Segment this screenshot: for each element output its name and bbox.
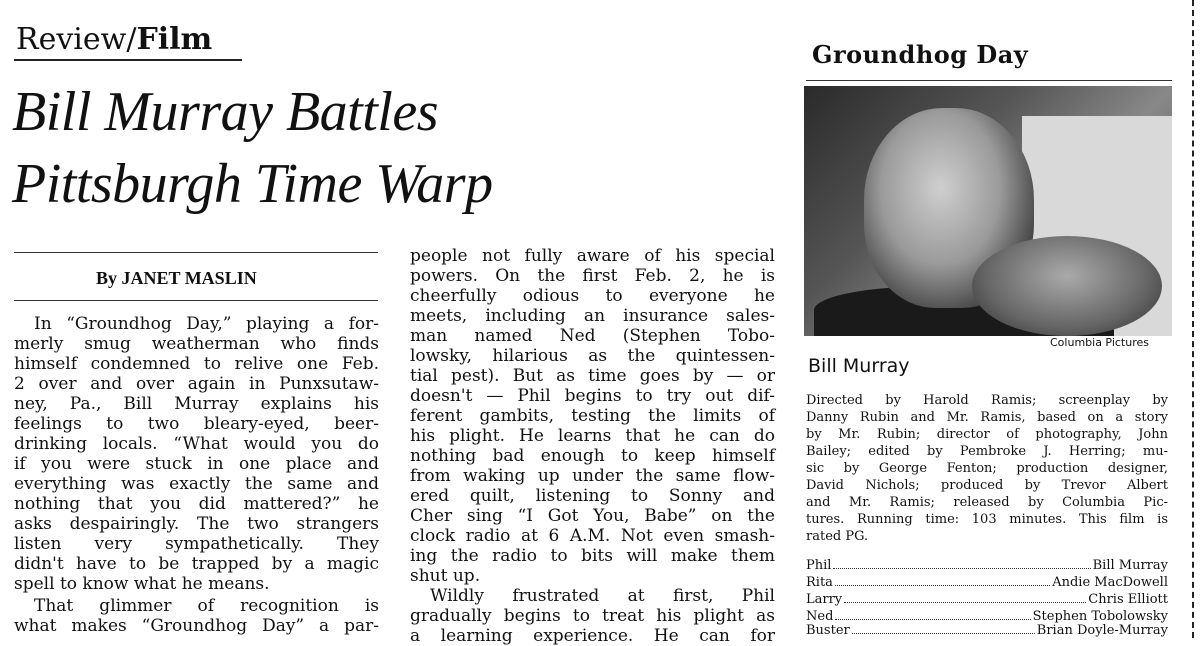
leader-dots <box>852 622 1035 634</box>
cast-role: Larry <box>806 592 843 607</box>
column-1-line: 2 over and over again in Punxsutaw- <box>14 374 379 394</box>
leader-dots <box>835 608 1030 620</box>
cast-role: Rita <box>806 575 833 590</box>
film-still-photo <box>804 86 1172 336</box>
cast-row <box>806 557 1168 573</box>
leader-dots <box>835 574 1050 586</box>
column-2-line: shut up. <box>410 566 481 586</box>
column-2-line: man named Ned (Stephen Tobo- <box>410 326 775 346</box>
credits-line: sic by George Fenton; production designer, <box>806 461 1168 476</box>
column-1-line: feelings to two bleary-eyed, beer- <box>14 414 379 434</box>
column-2-line: clock radio at 6 A.M. Not even smash- <box>410 526 775 546</box>
kicker-underline <box>14 59 242 61</box>
cast-row <box>806 591 1168 607</box>
byline-top-rule <box>14 252 378 253</box>
column-1-line: In “Groundhog Day,” playing a for- <box>34 314 379 334</box>
column-1-line: That glimmer of recognition is <box>34 596 379 616</box>
credits-line: David Nichols; produced by Trevor Albert <box>806 478 1168 493</box>
headline-line-1: Bill Murray Battles <box>12 81 439 143</box>
column-2-line: his plight. He learns that he can do <box>410 426 775 446</box>
column-2-line: meets, including an insurance sales- <box>410 306 775 326</box>
photo-credit: Columbia Pictures <box>1050 336 1149 349</box>
column-2-line: ing the radio to bits will make them <box>410 546 775 566</box>
column-1-line: what makes “Groundhog Day” a par- <box>14 616 379 636</box>
cast-actor: Andie MacDowell <box>1052 575 1168 590</box>
leader-dots <box>833 557 1090 569</box>
sidebar-title: Groundhog Day <box>812 40 1029 69</box>
column-2-line: nothing bad enough to keep himself <box>410 446 775 466</box>
column-2-line: people not fully aware of his special <box>410 246 775 266</box>
kicker-subject: Film <box>136 22 213 57</box>
column-1-line: spell to know what he means. <box>14 574 270 594</box>
leader-dots <box>844 591 1086 603</box>
byline-bottom-rule <box>14 300 378 301</box>
credits-line: Danny Rubin and Mr. Ramis, based on a story <box>806 410 1168 425</box>
column-1-line: asks despairingly. The two strangers <box>14 514 379 534</box>
headline-line-2: Pittsburgh Time Warp <box>12 153 493 215</box>
column-2-line: powers. On the first Feb. 2, he is <box>410 266 775 286</box>
column-1-line: didn't have to be trapped by a magic <box>14 554 379 574</box>
cast-actor: Bill Murray <box>1092 558 1168 573</box>
column-edge-rule <box>1192 0 1194 638</box>
column-2-line: lowsky, hilarious as the quintessen- <box>410 346 775 366</box>
cast-role: Buster <box>806 623 850 638</box>
credits-line: and Mr. Ramis; released by Columbia Pic- <box>806 495 1168 510</box>
byline: By JANET MASLIN <box>96 268 257 288</box>
cast-row <box>806 574 1168 590</box>
column-2-line: a learning experience. He can for <box>410 626 775 646</box>
column-2-line: Wildly frustrated at first, Phil <box>430 586 775 606</box>
column-1-line: everything was exactly the same and <box>14 474 379 494</box>
column-2-line: Cher sing “I Got You, Babe” on the <box>410 506 775 526</box>
column-2-line: from waking up under the same flow- <box>410 466 775 486</box>
column-1-line: listen very sympathetically. They <box>14 534 379 554</box>
credits-line: rated PG. <box>806 529 869 544</box>
cast-actor: Stephen Tobolowsky <box>1032 609 1168 624</box>
column-1-line: himself condemned to relive one Feb. <box>14 354 379 374</box>
column-1-line: drinking locals. “What would you do <box>14 434 379 454</box>
credits-line: by Mr. Rubin; director of photography, John <box>806 427 1168 442</box>
column-2-line: ered quilt, listening to Sonny and <box>410 486 775 506</box>
sidebar-title-rule <box>806 80 1172 81</box>
credits-line: Directed by Harold Ramis; screenplay by <box>806 393 1168 408</box>
section-kicker <box>16 22 212 58</box>
cast-actor: Brian Doyle-Murray <box>1036 623 1168 638</box>
cast-role: Phil <box>806 558 832 573</box>
column-1-line: merly smug weatherman who finds <box>14 334 379 354</box>
column-2-line: cheerfully odious to everyone he <box>410 286 775 306</box>
cast-row <box>806 622 1168 638</box>
column-1-line: ney, Pa., Bill Murray explains his <box>14 394 379 414</box>
column-1-line: if you were stuck in one place and <box>14 454 379 474</box>
credits-line: Bailey; edited by Pembroke J. Herring; mu- <box>806 444 1168 459</box>
column-2-line: gradually begins to treat his plight as <box>410 606 775 626</box>
column-2-line: ferent gambits, testing the limits of <box>410 406 775 426</box>
column-2-line: tial pest). But as time goes by — or <box>410 366 775 386</box>
column-1-line: nothing that you did mattered?” he <box>14 494 379 514</box>
photo-caption: Bill Murray <box>808 355 910 377</box>
credits-line: tures. Running time: 103 minutes. This film is <box>806 512 1168 527</box>
column-2-line: doesn't — Phil begins to try out dif- <box>410 386 775 406</box>
photo-groundhog <box>972 236 1162 336</box>
cast-role: Ned <box>806 609 834 624</box>
cast-actor: Chris Elliott <box>1088 592 1168 607</box>
kicker-section: Review/ <box>16 22 137 57</box>
